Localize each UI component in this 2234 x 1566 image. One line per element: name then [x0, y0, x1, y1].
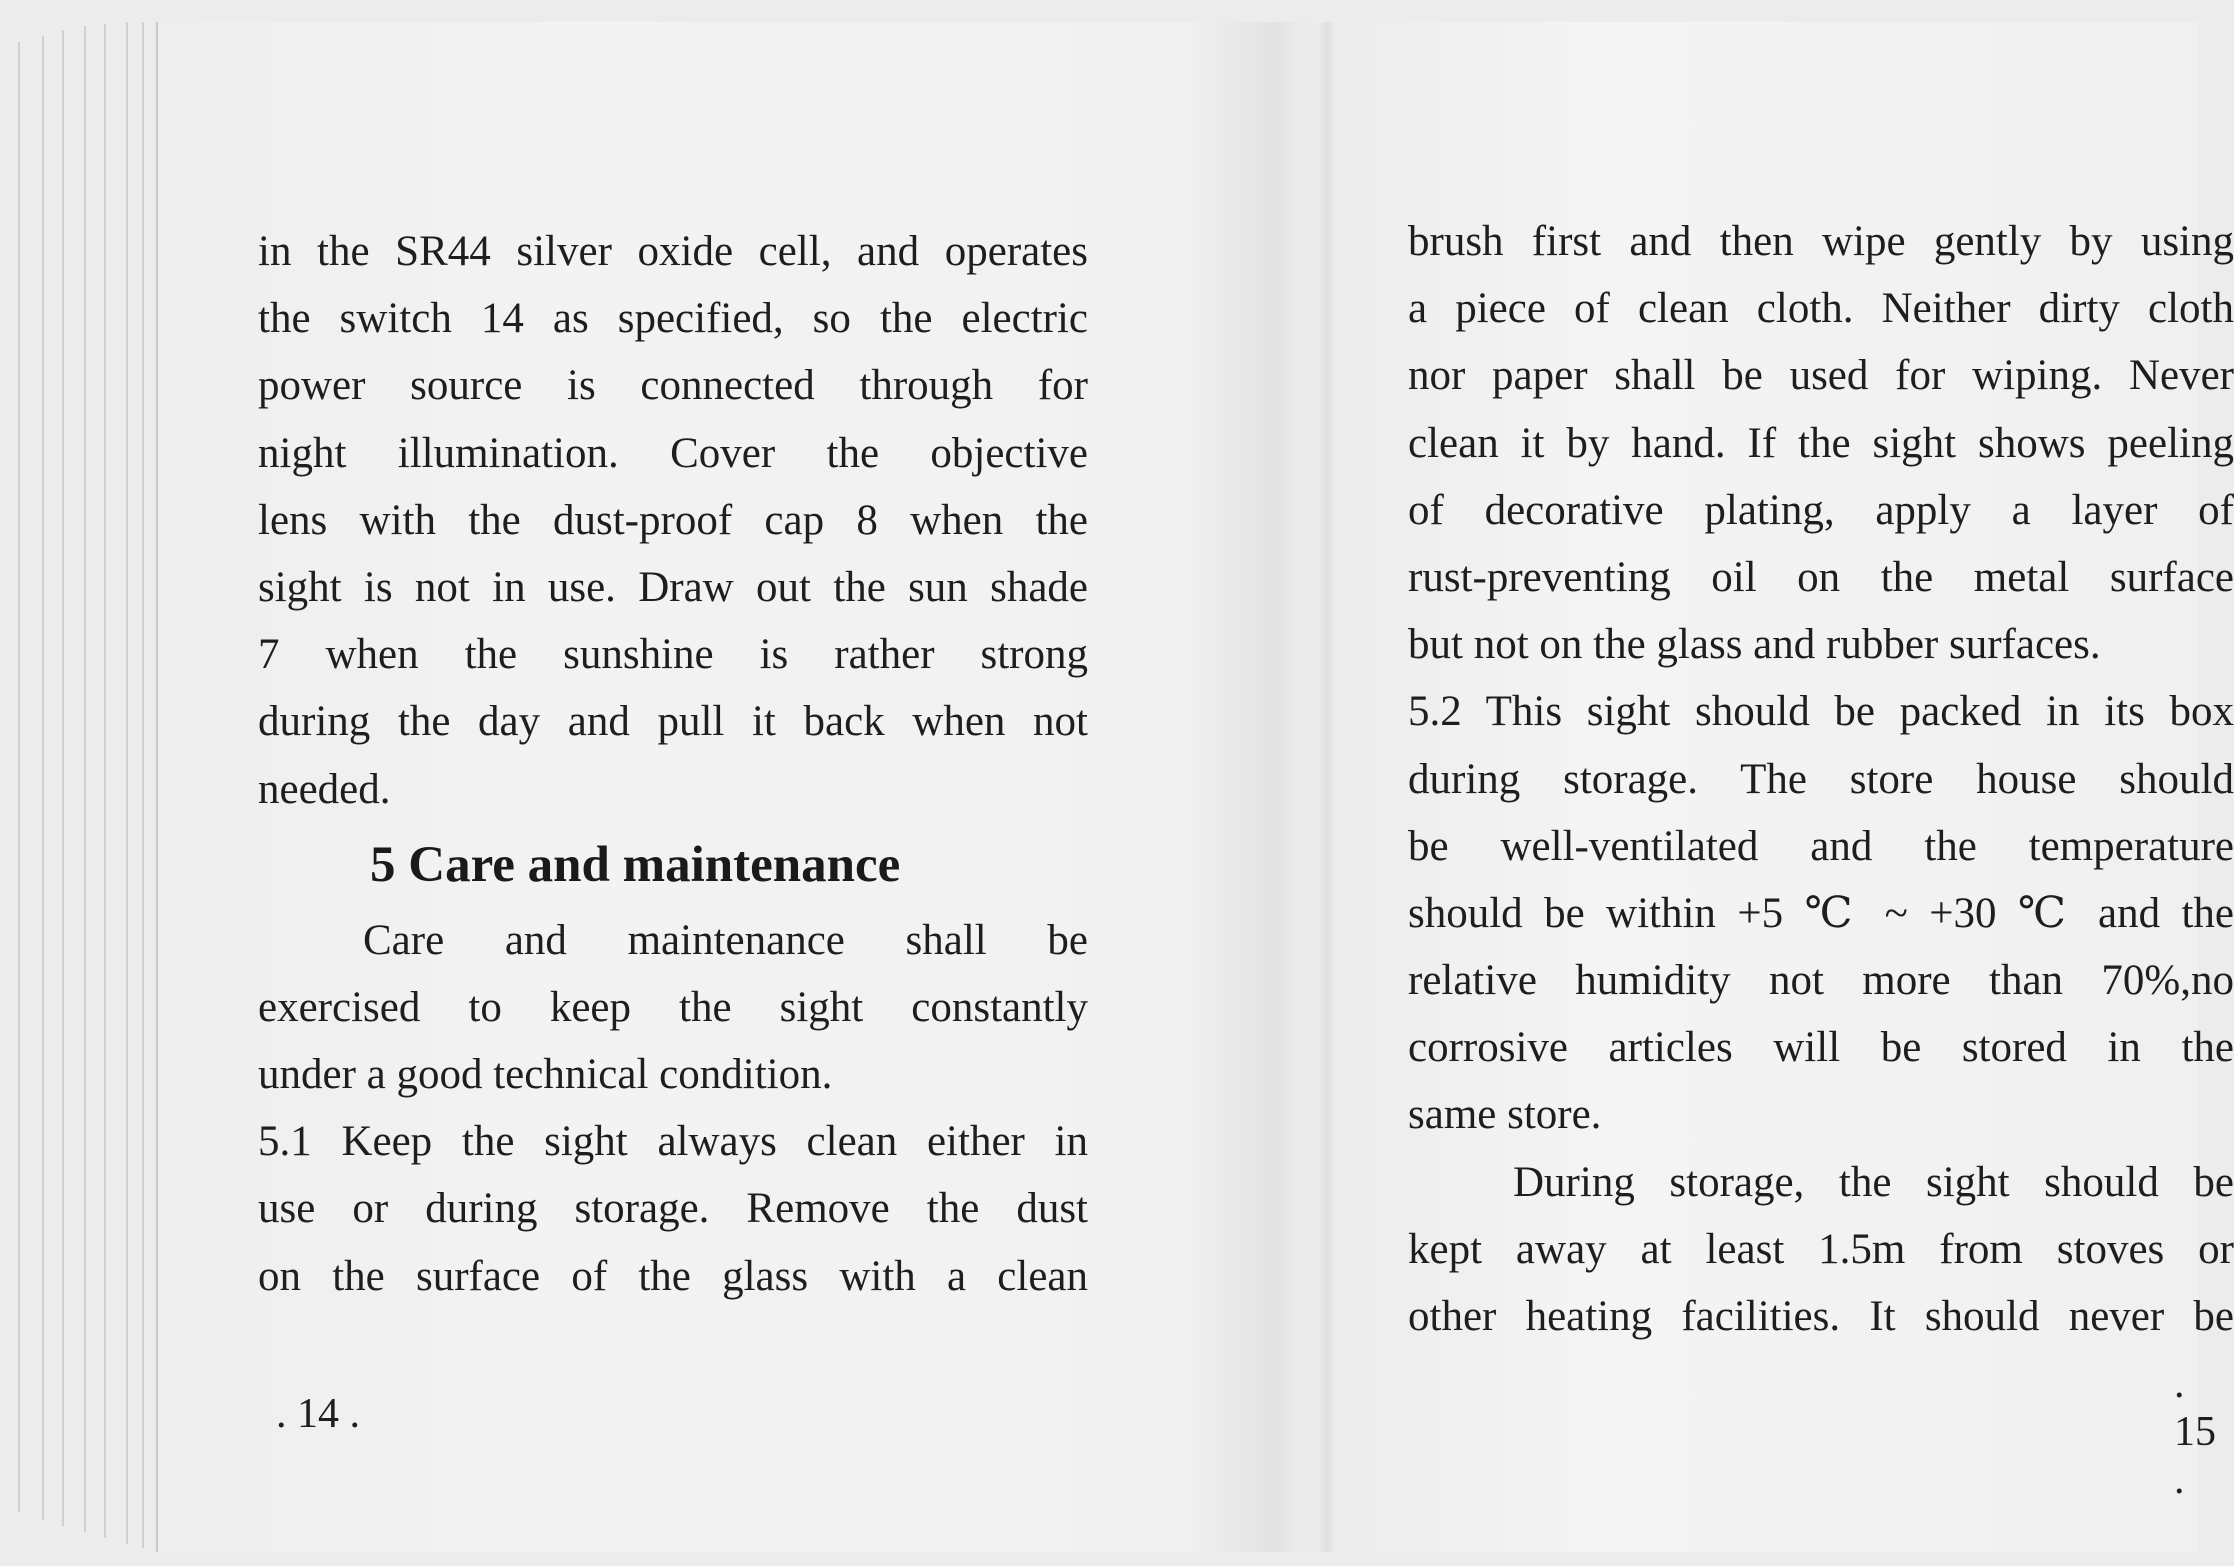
text-line: power source is connected through for — [258, 362, 1088, 410]
text-line: exercised to keep the sight constantly — [258, 983, 1088, 1031]
text-line: during the day and pull it back when not — [258, 698, 1088, 746]
page-number: . 15 . — [2174, 1361, 2216, 1503]
text-line: kept away at least 1.5m from stoves or — [1408, 1225, 2234, 1273]
text-line: brush first and then wipe gently by using — [1408, 218, 2234, 265]
text-line: corrosive articles will be stored in the — [1408, 1024, 2234, 1072]
text-line: a piece of clean cloth. Neither dirty cloth — [1408, 285, 2234, 333]
text-line: should be within +5 ℃ ~ +30 ℃ and the — [1408, 889, 2234, 937]
text-line: nor paper shall be used for wiping. Never — [1408, 352, 2234, 400]
open-booklet — [158, 22, 2234, 1552]
text-line: night illumination. Cover the objective — [258, 429, 1088, 477]
text-line: during storage. The store house should — [1408, 755, 2234, 803]
text-line: Care and maintenance shall be — [363, 916, 1088, 964]
book-spine — [1318, 22, 1336, 1552]
text-line: be well-ventilated and the temperature — [1408, 822, 2234, 870]
right-page-text — [1408, 208, 2234, 1350]
text-line: rust-preventing oil on the metal surface — [1408, 553, 2234, 601]
text-line: in the SR44 silver oxide cell, and operates — [258, 228, 1088, 275]
left-page — [158, 22, 1318, 1552]
text-line: the switch 14 as specified, so the electric — [258, 295, 1088, 343]
text-line: but not on the glass and rubber surfaces. — [1408, 621, 2101, 669]
page-number: . 14 . — [276, 1391, 360, 1437]
right-page — [1336, 22, 2234, 1552]
section-heading: 5 Care and maintenance — [370, 836, 901, 893]
text-line: 5.1 Keep the sight always clean either in — [258, 1118, 1088, 1166]
text-line: use or during storage. Remove the dust — [258, 1185, 1088, 1233]
text-line: other heating facilities. It should never be — [1408, 1293, 2234, 1340]
text-line: sight is not in use. Draw out the sun shade — [258, 563, 1088, 611]
left-page-text — [258, 218, 1088, 1310]
text-line: needed. — [258, 765, 391, 813]
text-line: relative humidity not more than 70%,no — [1408, 957, 2234, 1005]
text-line: on the surface of the glass with a clean — [258, 1252, 1088, 1300]
text-line: lens with the dust-proof cap 8 when the — [258, 496, 1088, 544]
text-line: 5.2 This sight should be packed in its box — [1408, 688, 2234, 736]
text-line: During storage, the sight should be — [1513, 1158, 2234, 1206]
text-line: of decorative plating, apply a layer of — [1408, 486, 2234, 534]
text-line: same store. — [1408, 1091, 1602, 1139]
text-line: 7 when the sunshine is rather strong — [258, 631, 1088, 679]
text-line: clean it by hand. If the sight shows peeling — [1408, 419, 2234, 467]
text-line: under a good technical condition. — [258, 1051, 833, 1099]
